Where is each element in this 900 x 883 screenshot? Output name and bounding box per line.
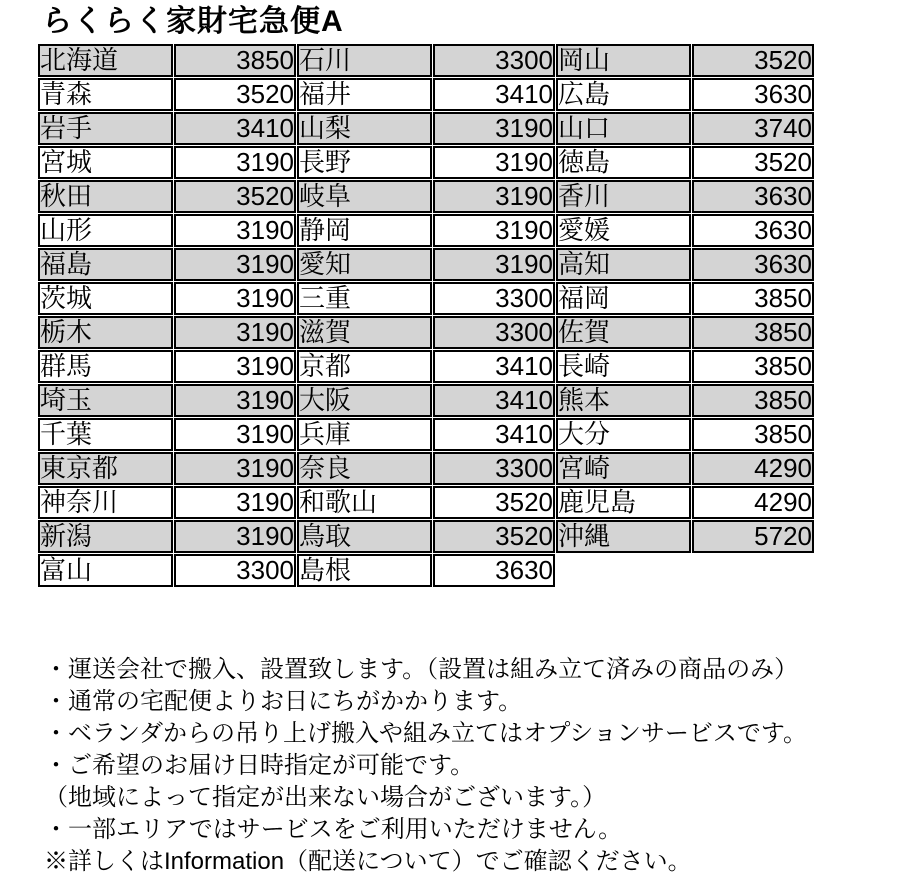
price-cell: 3410: [433, 78, 555, 111]
price-cell: 3190: [174, 316, 296, 349]
prefecture-cell: 佐賀: [556, 316, 691, 349]
price-cell: 3520: [692, 44, 814, 77]
prefecture-cell: 岐阜: [297, 180, 432, 213]
price-cell: 3190: [174, 214, 296, 247]
price-cell: 4290: [692, 452, 814, 485]
prefecture-cell: 長崎: [556, 350, 691, 383]
table-row: [38, 146, 814, 179]
prefecture-cell: 滋賀: [297, 316, 432, 349]
price-cell: 3190: [433, 146, 555, 179]
prefecture-cell: 青森: [38, 78, 173, 111]
price-cell: 4290: [692, 486, 814, 519]
prefecture-cell: 香川: [556, 180, 691, 213]
rate-table-body: [38, 44, 814, 587]
table-row: [38, 248, 814, 281]
price-cell: 3190: [433, 112, 555, 145]
table-row: [38, 452, 814, 485]
price-cell: 3190: [174, 418, 296, 451]
prefecture-cell: 愛知: [297, 248, 432, 281]
prefecture-cell: 愛媛: [556, 214, 691, 247]
price-cell: 3850: [692, 418, 814, 451]
price-cell: 3630: [433, 554, 555, 587]
price-cell: 3410: [433, 350, 555, 383]
price-cell: 3630: [692, 248, 814, 281]
note-line: ・ご希望のお届け日時指定が可能です。: [44, 752, 475, 779]
prefecture-cell: 大分: [556, 418, 691, 451]
table-row: [38, 112, 814, 145]
price-cell: 3190: [174, 452, 296, 485]
price-cell: 3190: [433, 248, 555, 281]
table-row: [38, 282, 814, 315]
prefecture-cell: 群馬: [38, 350, 173, 383]
prefecture-cell: 北海道: [38, 44, 173, 77]
price-cell: 3850: [692, 384, 814, 417]
price-cell: 3520: [174, 78, 296, 111]
prefecture-cell: 高知: [556, 248, 691, 281]
price-cell: 3520: [692, 146, 814, 179]
table-row: [38, 316, 814, 349]
price-cell: 3300: [174, 554, 296, 587]
prefecture-cell: 大阪: [297, 384, 432, 417]
price-cell: 3740: [692, 112, 814, 145]
price-cell: 3850: [692, 350, 814, 383]
prefecture-cell: 神奈川: [38, 486, 173, 519]
table-row: [38, 384, 814, 417]
note-line: ・ベランダからの吊り上げ搬入や組み立てはオプションサービスです。: [44, 720, 807, 747]
notes-section: [44, 654, 900, 878]
price-cell: 3520: [174, 180, 296, 213]
price-cell: 3630: [692, 180, 814, 213]
prefecture-cell: 福岡: [556, 282, 691, 315]
price-cell: 3410: [433, 418, 555, 451]
prefecture-cell: 富山: [38, 554, 173, 587]
table-row: [38, 44, 814, 77]
prefecture-cell: 秋田: [38, 180, 173, 213]
prefecture-cell: 沖縄: [556, 520, 691, 553]
note-line: ・一部エリアではサービスをご利用いただけません。: [44, 816, 623, 843]
prefecture-cell: 山形: [38, 214, 173, 247]
prefecture-cell: 岡山: [556, 44, 691, 77]
shipping-rate-table: [37, 43, 815, 588]
price-cell: 3190: [433, 180, 555, 213]
table-row: [38, 214, 814, 247]
table-row: [38, 486, 814, 519]
table-row: [38, 78, 814, 111]
price-cell: 3190: [174, 384, 296, 417]
prefecture-cell: 静岡: [297, 214, 432, 247]
prefecture-cell: 埼玉: [38, 384, 173, 417]
prefecture-cell: 石川: [297, 44, 432, 77]
table-row: [38, 180, 814, 213]
price-cell: 3850: [692, 316, 814, 349]
prefecture-cell: 三重: [297, 282, 432, 315]
prefecture-cell: 鳥取: [297, 520, 432, 553]
price-cell: 3410: [174, 112, 296, 145]
price-cell: 3190: [174, 146, 296, 179]
prefecture-cell: 鹿児島: [556, 486, 691, 519]
prefecture-cell: 熊本: [556, 384, 691, 417]
table-row: [38, 554, 814, 587]
price-cell: 3410: [433, 384, 555, 417]
note-line: ・通常の宅配便よりお日にちがかかります。: [44, 688, 523, 715]
price-cell: 3190: [174, 350, 296, 383]
prefecture-cell: 千葉: [38, 418, 173, 451]
prefecture-cell: 山梨: [297, 112, 432, 145]
price-cell: 3520: [433, 520, 555, 553]
prefecture-cell: 宮崎: [556, 452, 691, 485]
prefecture-cell: 京都: [297, 350, 432, 383]
price-cell: 5720: [692, 520, 814, 553]
prefecture-cell: 岩手: [38, 112, 173, 145]
prefecture-cell: 福島: [38, 248, 173, 281]
prefecture-cell: 島根: [297, 554, 432, 587]
price-cell: 3630: [692, 78, 814, 111]
note-line: （地域によって指定が出来ない場合がございます。）: [44, 784, 607, 811]
price-cell: 3630: [692, 214, 814, 247]
price-cell: 3300: [433, 316, 555, 349]
price-cell: 3190: [433, 214, 555, 247]
price-cell: 3300: [433, 44, 555, 77]
prefecture-cell: 新潟: [38, 520, 173, 553]
prefecture-cell: 山口: [556, 112, 691, 145]
prefecture-cell: 奈良: [297, 452, 432, 485]
shipping-rate-page: [0, 4, 900, 883]
prefecture-cell: 宮城: [38, 146, 173, 179]
note-line: ※詳しくはInformation（配送について）でご確認ください。: [44, 848, 692, 875]
price-cell: 3190: [174, 248, 296, 281]
prefecture-cell: 栃木: [38, 316, 173, 349]
table-row: [38, 520, 814, 553]
price-cell: 3300: [433, 282, 555, 315]
price-cell: 3300: [433, 452, 555, 485]
table-row: [38, 418, 814, 451]
table-row: [38, 350, 814, 383]
page-title: らくらく家財宅急便A: [42, 5, 344, 38]
price-cell: 3850: [174, 44, 296, 77]
prefecture-cell: 兵庫: [297, 418, 432, 451]
prefecture-cell: 長野: [297, 146, 432, 179]
price-cell: 3850: [692, 282, 814, 315]
price-cell: 3190: [174, 282, 296, 315]
price-cell: 3190: [174, 486, 296, 519]
prefecture-cell: 徳島: [556, 146, 691, 179]
prefecture-cell: 東京都: [38, 452, 173, 485]
price-cell: 3520: [433, 486, 555, 519]
prefecture-cell: 福井: [297, 78, 432, 111]
prefecture-cell: 広島: [556, 78, 691, 111]
prefecture-cell: 和歌山: [297, 486, 432, 519]
note-line: ・運送会社で搬入、設置致します。（設置は組み立て済みの商品のみ）: [44, 656, 799, 683]
price-cell: 3190: [174, 520, 296, 553]
prefecture-cell: 茨城: [38, 282, 173, 315]
